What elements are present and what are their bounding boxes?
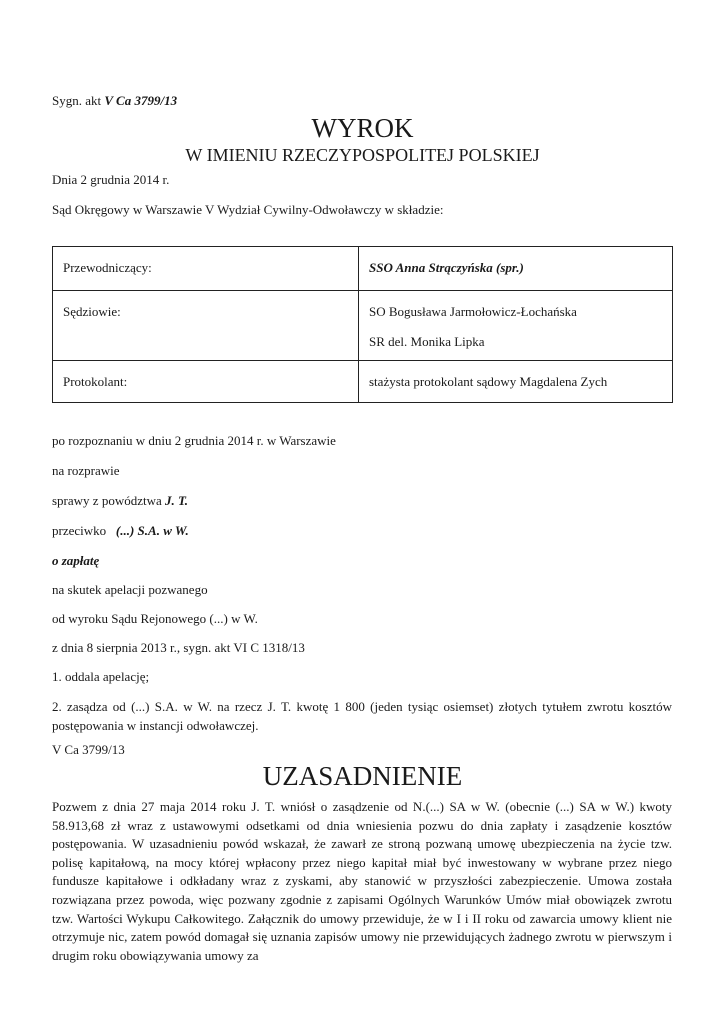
justification-title: UZASADNIENIE [262, 761, 463, 791]
court-composition-intro: Sąd Okręgowy w Warszawie V Wydział Cywilny-Odwoławczy w składzie: [52, 202, 444, 217]
judges-label: Sędziowie: [53, 291, 359, 361]
court-composition-table [52, 246, 673, 403]
table-row [53, 291, 673, 361]
plaintiff-name: J. T. [165, 493, 188, 508]
justification-text: Pozwem z dnia 27 maja 2014 roku J. T. wniósł o zasądzenie od N.(...) SA w W. (obecnie (...) SA w W.) kwoty 58.913,68 zł wraz z ustawowymi odsetkami od dnia wniesienia pozwu do dnia zapłaty i zasądzenie kosztów postępowania. W uzasadnieniu powód wskazał, że zawarł ze stroną pozwaną umowę ubezpieczenia na życie tzw. polisę kapitałową, na mocy której wpłacony przez niego kapitał miał być inwestowany w wybrane przez niego fundusze kapitałowe i odkładany wraz z zyskami, aby stanowić w przyszłości zabezpieczenie. Umowa została rozwiązana przez powoda, więc pozwany zgodnie z zapisami Ogólnych Warunków Umów miał obowiązek zwrotu tzw. Wartości Wykupu Całkowitego. Załącznik do umowy przewiduje, że w I i II roku od zawarcia umowy klient nie otrzymuje nic, zatem powód domagał się uznania zapisów umowy nie przewidujących żadnego zwrotu w pierwszym i drugim roku obowiązywania umowy za [52, 799, 672, 963]
document-title: WYROK [311, 113, 414, 143]
document-subtitle: W IMIENIU RZECZYPOSPOLITEJ POLSKIEJ [185, 145, 540, 165]
case-subject: o zapłatę [52, 553, 100, 568]
judges-cell [359, 291, 673, 361]
clerk-name: stażysta protokolant sądowy Magdalena Zych [359, 361, 673, 403]
plaintiff-prefix: sprawy z powództwa [52, 493, 165, 508]
case-reference-number: V Ca 3799/13 [104, 93, 178, 108]
defendant-name: (...) S.A. w W. [115, 523, 189, 538]
judgment-date: Dnia 2 grudnia 2014 r. [52, 172, 170, 187]
hearing-line: na rozprawie [52, 463, 120, 478]
table-row [53, 361, 673, 403]
defendant-line [52, 523, 189, 539]
presiding-judge: SSO Anna Strączyńska (spr.) [359, 247, 673, 291]
clerk-label: Protokolant: [53, 361, 359, 403]
plaintiff-line [52, 493, 188, 509]
presiding-label: Przewodniczący: [53, 247, 359, 291]
table-row [53, 247, 673, 291]
heard-on-line: po rozpoznaniu w dniu 2 grudnia 2014 r. w Warszawie [52, 433, 336, 448]
ruling-point-2: 2. zasądza od (...) S.A. w W. na rzecz J. T. kwotę 1 800 (jeden tysiąc osiemset) złotych tytułem zwrotu kosztów postępowania w instancji odwoławczej. [52, 699, 672, 733]
lower-court-line: od wyroku Sądu Rejonowego (...) w W. [52, 611, 258, 626]
appeal-line: na skutek apelacji pozwanego [52, 582, 208, 597]
ruling-point-1: 1. oddala apelację; [52, 669, 150, 684]
defendant-prefix: przeciwko [52, 523, 107, 538]
case-reference [52, 93, 177, 109]
justification-reference: V Ca 3799/13 [52, 742, 125, 757]
judge-name: SO Bogusława Jarmołowicz-Łochańska [369, 304, 577, 319]
judge-name: SR del. Monika Lipka [369, 334, 485, 349]
case-reference-prefix: Sygn. akt [52, 93, 105, 108]
lower-judgment-date-line: z dnia 8 sierpnia 2013 r., sygn. akt VI C 1318/13 [52, 640, 305, 655]
